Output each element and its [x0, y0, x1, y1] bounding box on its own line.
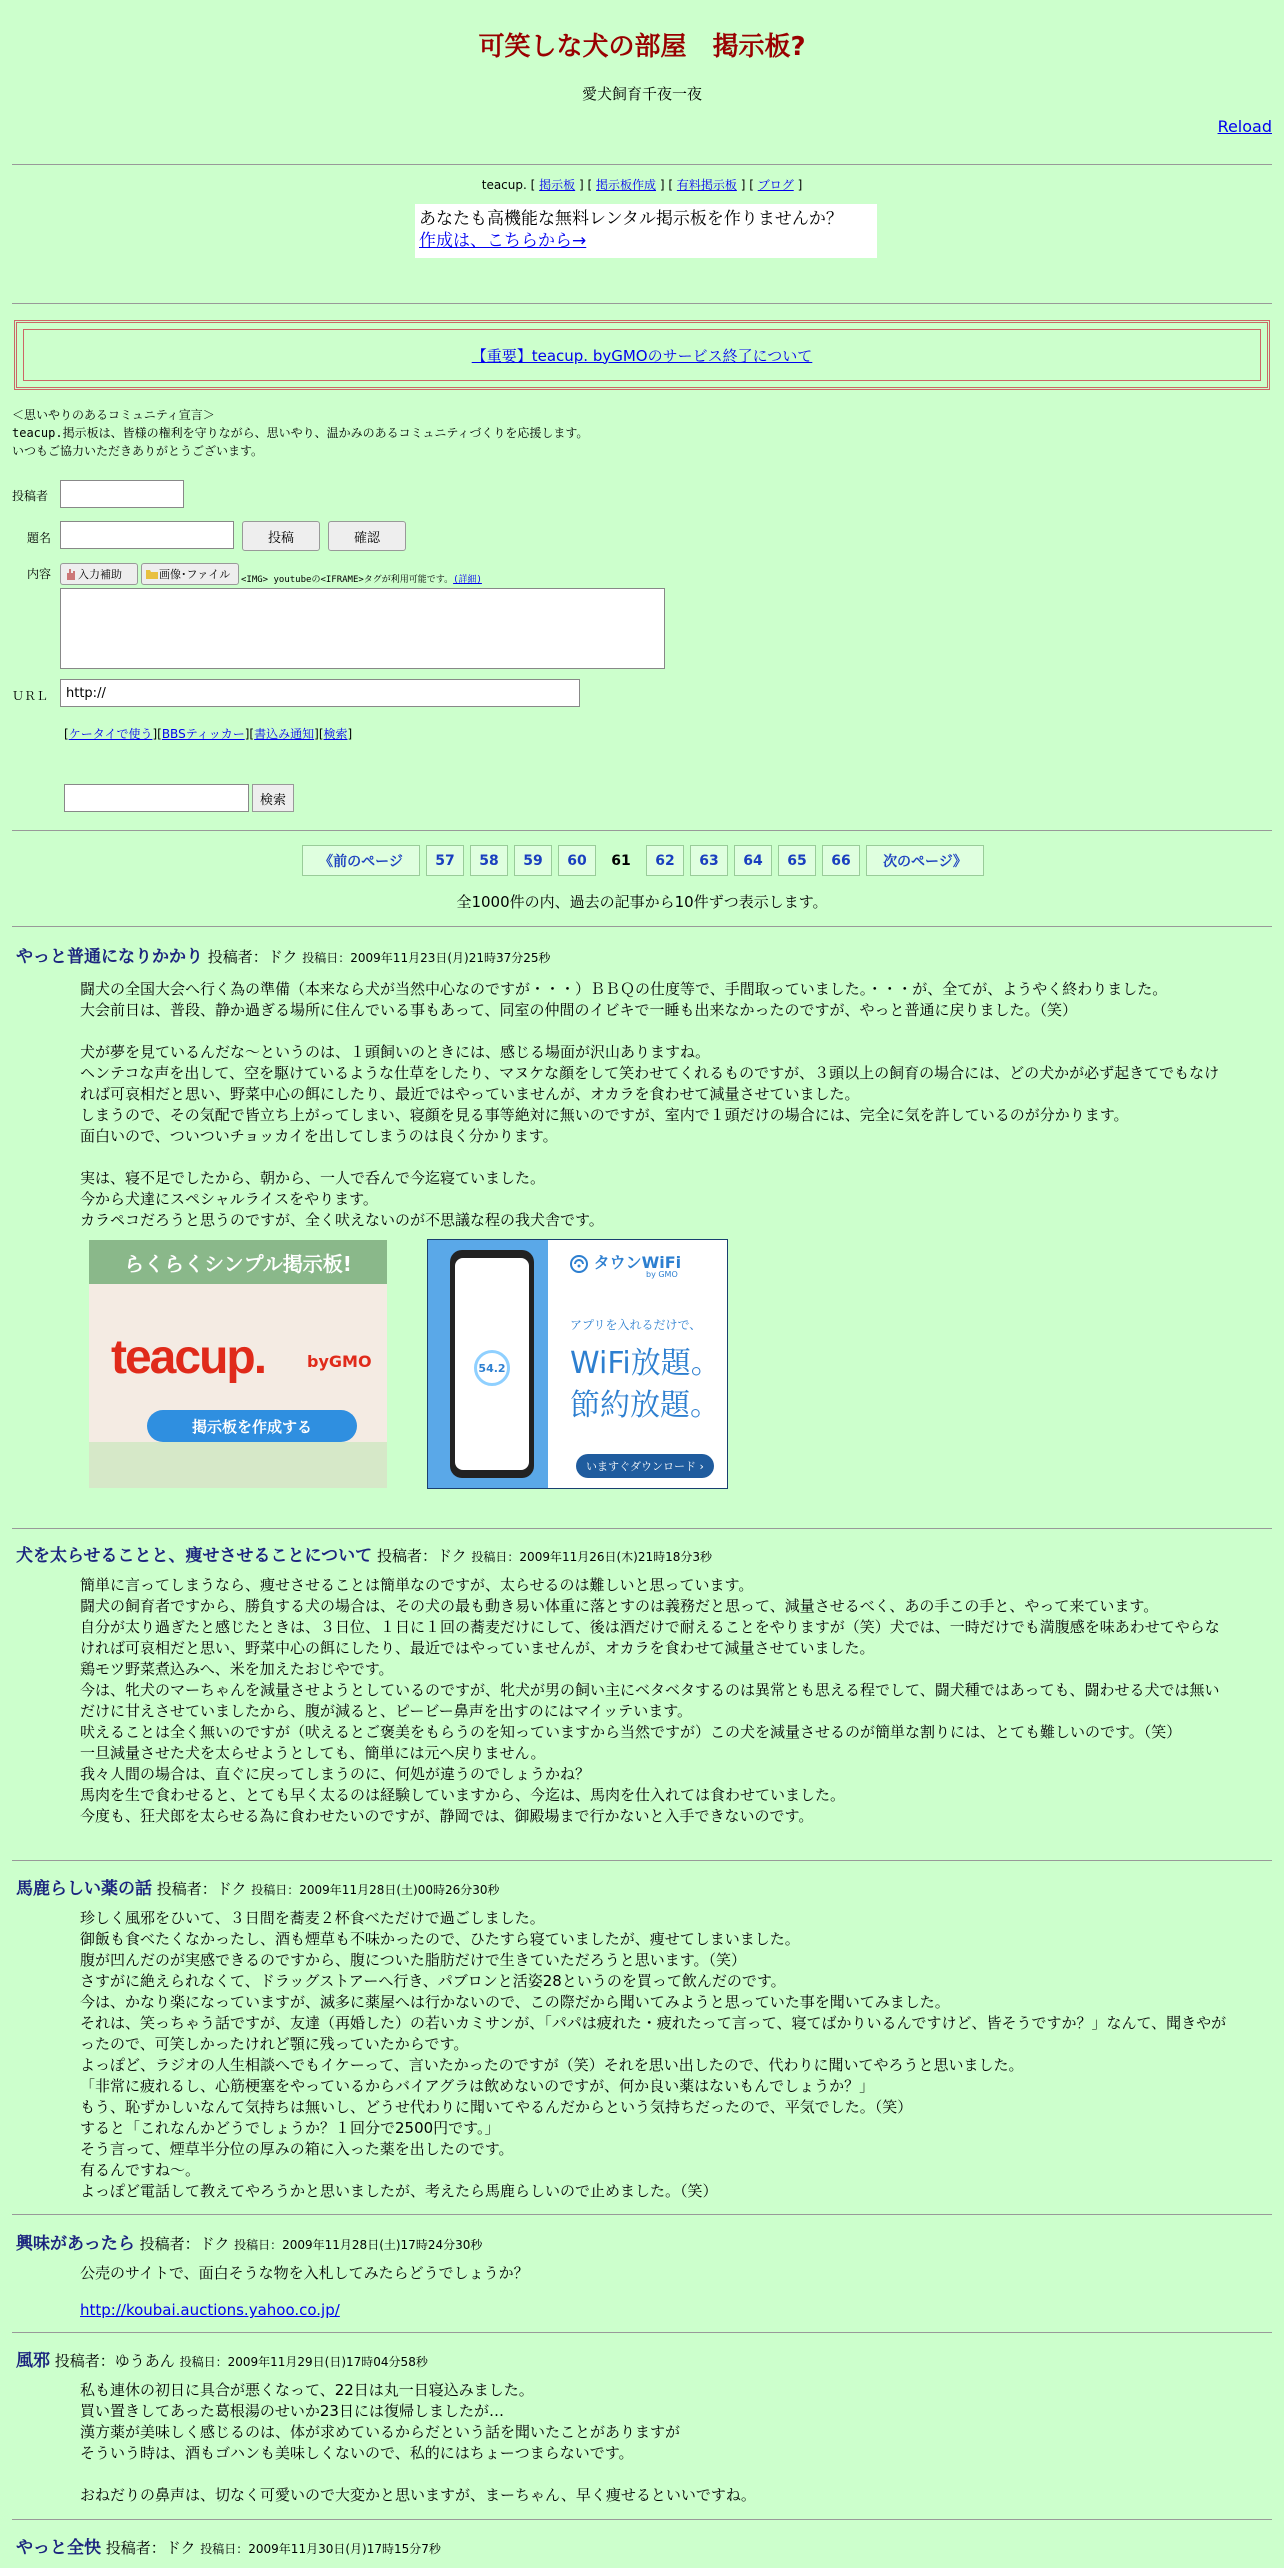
post-author: 投稿者：ゆうあん [54, 2352, 175, 2370]
search-button[interactable]: 検索 [252, 784, 294, 812]
pager-summary: 全1000件の内、過去の記事から10件ずつ表示します。 [456, 893, 828, 911]
post-header [16, 2229, 482, 2254]
wifi-headline-2: 節約放題。 [570, 1388, 720, 1423]
post-header [16, 1541, 712, 1566]
text-ad-line: あなたも高機能な無料レンタル掲示板を作りませんか？ [419, 209, 843, 229]
divider [12, 926, 1272, 927]
wifi-icon [570, 1255, 588, 1273]
create-bbs-banner-button[interactable]: 掲示板を作成する [147, 1410, 357, 1442]
download-button[interactable]: いますぐダウンロード › [576, 1454, 714, 1478]
url-input[interactable] [60, 679, 580, 707]
search-link[interactable]: 検索 [323, 727, 348, 741]
post-author: 投稿者：ドク [376, 1547, 467, 1565]
post-header [16, 1874, 500, 1899]
notice-box [14, 320, 1270, 390]
tag-detail-link[interactable]: (詳細) [453, 575, 482, 585]
pager [302, 845, 984, 876]
post-title: やっと全快 [16, 2538, 101, 2558]
mobile-link[interactable]: ケータイで使う [68, 727, 153, 741]
post-body: 珍しく風邪をひいて、３日間を蕎麦２杯食べただけで過ごしました。 御飯も食べたくなかったし、酒も煙草も不味かったので、ひたすら寝ていましたが、痩せてしまいました。 腹が凹んだのが実感できるのですから、腹についた脂肪だけで生きていただろうと思います。（笑） さすがに絶えられなくて、ドラッグストアーへ行き、パブロンと活姿28というのを買って飲んだのです。 今は、かなり楽になっていますが、滅多に薬屋へは行かないので、この際だから聞いてみようと思っていた事を聞いてみました。 それは、笑っちゃう話ですが、友達（再婚した）の若いカミサンが、「パパは疲れた・疲れたって言って、寝てばかりいるんですけど、皆そうですか？」なんて、聞きやがったので、可笑しかったけれど顎に残っていたからです。 よっぽど、ラジオの人生相談へでもイケーって、言いたかったのですが（笑）それを思い出したので、代わりに聞いてやろうと思いました。 「非常に疲れるし、心筋梗塞をやっているからバイアグラは飲めないのですが、何か良い薬はないもんでしょうか？」 もう、恥ずかしいなんて気持ちは無いし、どうせ代わりに聞いてやるんだからという気持ちだったので、平気でした。（笑） すると「これなんかどうでしょうか？１回分で2500円です。」 そう言って、煙草半分位の厚みの箱に入った薬を出したのです。 有るんですね～。 よっぽど電話して教えてやろうかと思いましたが、考えたら馬鹿らしいので止めました。（笑） [80, 1909, 1227, 2200]
page-title: 可笑しな犬の部屋 掲示板? [478, 32, 806, 62]
author-input[interactable] [60, 480, 184, 508]
subject-input[interactable] [60, 521, 234, 549]
service-end-notice-link[interactable]: 【重要】teacup. byGMOのサービス終了について [471, 346, 813, 365]
next-page-button[interactable]: 次のページ》 [866, 845, 984, 876]
page-65[interactable]: 65 [778, 845, 816, 876]
subject-label: 題名 [27, 531, 52, 545]
post-date: 投稿日：2009年11月26日(木)21時18分3秒 [471, 1550, 713, 1564]
page-63[interactable]: 63 [690, 845, 728, 876]
teacup-nav: teacup. [ 掲示板 ] [ 掲示板作成 ] [ 有料掲示板 ] [ ブログ ] [481, 178, 803, 192]
post-body: 私も連休の初日に具合が悪くなって、22日は丸一日寝込みました。 買い置きしてあった葛根湯のせいか23日には復帰しましたが… 漢方薬が美味しく感じるのは、体が求めているからだという話を聞いたことがありますが そういう時は、酒もゴハンも美味しくないので、私的にはちょーつまらないです。 おねだりの鼻声は、切なく可愛いので大変かと思いますが、まーちゃん、早く痩せるといいですね。 [80, 2381, 756, 2504]
divider [12, 2332, 1272, 2333]
teacup-banner[interactable] [89, 1240, 387, 1488]
post-date: 投稿日：2009年11月30日(月)17時15分7秒 [200, 2542, 441, 2556]
page-58[interactable]: 58 [470, 845, 508, 876]
author-label: 投稿者 [12, 489, 49, 503]
page-62[interactable]: 62 [646, 845, 684, 876]
divider [12, 1528, 1272, 1529]
post-body: 簡単に言ってしまうなら、痩せさせることは簡単なのですが、太らせるのは難しいと思っています。 闘犬の飼育者ですから、勝負する犬の場合は、その犬の最も動き易い体重に落とすのは義務だと思って、減量させるべく、あの手この手と、やって来ています。 自分が太り過ぎたと感じたときは、３日位、１日に１回の蕎麦だけにして、後は酒だけで耐えることをやりますが（笑）犬では、一時だけでも満腹感を味あわせてやらなければ可哀相だと思い、野菜中心の餌にしたり、最近ではやっていませんが、オカラを食わせて減量させていました。 鶏モツ野菜煮込みへ、米を加えたおじやです。 今は、牝犬のマーちゃんを減量させようとしているのですが、牝犬が男の飼い主にベタベタするのは異常とも思える程でして、闘犬種ではあっても、闘わせる犬では無いだけに甘えさせていましたから、腹が減ると、ピービー鼻声を出すのにはマイッテいます。 吠えることは全く無いのですが（吠えるとご褒美をもらうのを知っていますから当然ですが）この犬を減量させるのが簡単な割りには、とても難しいのです。（笑） 一旦減量させた犬を太らせようとしても、簡単には元へ戻りません。 我々人間の場合は、直ぐに戻ってしまうのに、何処が違うのでしょうかね？ 馬肉を生で食わせると、とても早く太るのは経験していますから、今迄は、馬肉を仕入れては食わせていました。 今度も、狂犬郎を太らせる為に食わせたいのですが、静岡では、御殿場まで行かないと入手できないのです。 [80, 1576, 1220, 1825]
post-title: 興味があったら [16, 2234, 135, 2254]
page-66[interactable]: 66 [822, 845, 860, 876]
post-author: 投稿者：ドク [105, 2539, 196, 2557]
url-label: ＵＲＬ [12, 689, 49, 703]
folder-icon [145, 567, 159, 581]
post-button[interactable]: 投稿 [242, 521, 320, 551]
post-header [16, 2346, 428, 2371]
post-author: 投稿者：ドク [139, 2235, 230, 2253]
divider [12, 2214, 1272, 2215]
content-label: 内容 [27, 567, 52, 581]
form-links: [ケータイで使う][BBSティッカー][書込み通知][検索] [64, 727, 353, 741]
reload-link[interactable]: Reload [1217, 117, 1272, 136]
search-input[interactable] [64, 784, 249, 812]
nav-link-bbs[interactable]: 掲示板 [539, 178, 576, 192]
tag-note: <IMG> youtubeの<IFRAME>タグが利用可能です。(詳細) [241, 575, 482, 585]
confirm-button[interactable]: 確認 [328, 521, 406, 551]
input-help-button[interactable]: 入力補助 [60, 563, 138, 585]
banner-top-text: らくらくシンプル掲示板! [89, 1240, 387, 1284]
nav-link-create-bbs[interactable]: 掲示板作成 [596, 178, 657, 192]
bbs-ticker-link[interactable]: BBSティッカー [161, 727, 245, 741]
nav-link-blog[interactable]: ブログ [757, 178, 794, 192]
divider [12, 303, 1272, 304]
post-header [16, 942, 551, 967]
post-title: 犬を太らせることと、痩せさせることについて [16, 1546, 373, 1566]
post-body: 闘犬の全国大会へ行く為の準備（本来なら犬が当然中心なのですが・・・）ＢＢＱの仕度等で、手間取っていました。・・・が、全てが、ようやく終わりました。 大会前日は、普段、静か過ぎる場所に住んでいる事もあって、同室の仲間のイビキで一睡も出来なかったのですが、やっと普通に戻りました。（笑） 犬が夢を見ているんだな～というのは、１頭飼いのときには、感じる場面が沢山ありますね。 ヘンテコな声を出して、空を駆けているような仕草をしたり、マヌケな顔をして笑わせてくれるものですが、３頭以上の飼育の場合には、どの犬かが必ず起きてでもなければ可哀相だと思い、野菜中心の餌にしたり、最近ではやっていませんが、オカラを食わせて減量させていました。 しまうので、その気配で皆立ち上がってしまい、寝顔を見る事等絶対に無いのですが、室内で１頭だけの場合には、完全に気を許しているのが分かります。 面白いので、ついついチョッカイを出してしまうのは良く分かります。 実は、寝不足でしたから、朝から、一人で呑んで今迄寝ていました。 今から犬達にスペシャルライスをやります。 カラペコだろうと思うのですが、全く吠えないのが不思議な程の我犬舎です。 [80, 980, 1220, 1229]
teacup-logo: teacup. [111, 1331, 266, 1384]
divider [12, 2519, 1272, 2520]
page-61-current: 61 [602, 845, 640, 876]
post-date: 投稿日：2009年11月23日(月)21時37分25秒 [302, 951, 551, 965]
divider [12, 830, 1272, 831]
hand-icon [64, 567, 78, 581]
post-title: 馬鹿らしい薬の話 [16, 1879, 152, 1899]
divider [12, 164, 1272, 165]
town-wifi-banner[interactable]: 54.2 タウンWiFi by GMO アプリを入れるだけで、 WiFi放題。 節約放題。 いますぐダウンロード › [427, 1239, 728, 1489]
post-author: 投稿者：ドク [207, 948, 298, 966]
town-wifi-logo: タウンWiFi [570, 1250, 681, 1273]
community-declaration: ＜思いやりのあるコミュニティ宣言＞ teacup.掲示板は、皆様の権利を守りながら、思いやり、温かみのあるコミュニティづくりを応援します。 いつもご協力いただきありがとうございます。 [12, 408, 589, 458]
post-author: 投稿者：ドク [156, 1880, 247, 1898]
post-body: 公売のサイトで、面白そうな物を入札してみたらどうでしょうか？ http://koubai.auctions.yahoo.co.jp/ [80, 2264, 529, 2319]
page-subtitle: 愛犬飼育千夜一夜 [581, 85, 702, 103]
page-59[interactable]: 59 [514, 845, 552, 876]
phone-image: 54.2 [450, 1250, 534, 1478]
auction-link[interactable]: http://koubai.auctions.yahoo.co.jp/ [80, 2301, 340, 2319]
content-textarea[interactable] [60, 588, 665, 669]
nav-link-paid-bbs[interactable]: 有料掲示板 [676, 178, 737, 192]
wifi-headline-1: WiFi放題。 [570, 1346, 721, 1381]
post-title: やっと普通になりかかり [16, 947, 203, 967]
image-file-button[interactable]: 画像･ファイル [141, 563, 239, 585]
page-57[interactable]: 57 [426, 845, 464, 876]
prev-page-button[interactable]: 《前のページ [302, 845, 420, 876]
text-ad-link[interactable]: 作成は、こちらから→ [419, 231, 587, 251]
gmo-logo: byGMO [307, 1352, 372, 1371]
post-header [16, 2533, 441, 2558]
divider [12, 1860, 1272, 1861]
page-64[interactable]: 64 [734, 845, 772, 876]
post-date: 投稿日：2009年11月29日(日)17時04分58秒 [179, 2355, 428, 2369]
post-title: 風邪 [16, 2351, 50, 2371]
page-60[interactable]: 60 [558, 845, 596, 876]
post-date: 投稿日：2009年11月28日(土)00時26分30秒 [251, 1883, 500, 1897]
post-date: 投稿日：2009年11月28日(土)17時24分30秒 [234, 2238, 483, 2252]
post-notify-link[interactable]: 書込み通知 [254, 727, 315, 741]
text-ad-box [415, 204, 877, 258]
wifi-tagline: アプリを入れるだけで、 [570, 1318, 702, 1332]
